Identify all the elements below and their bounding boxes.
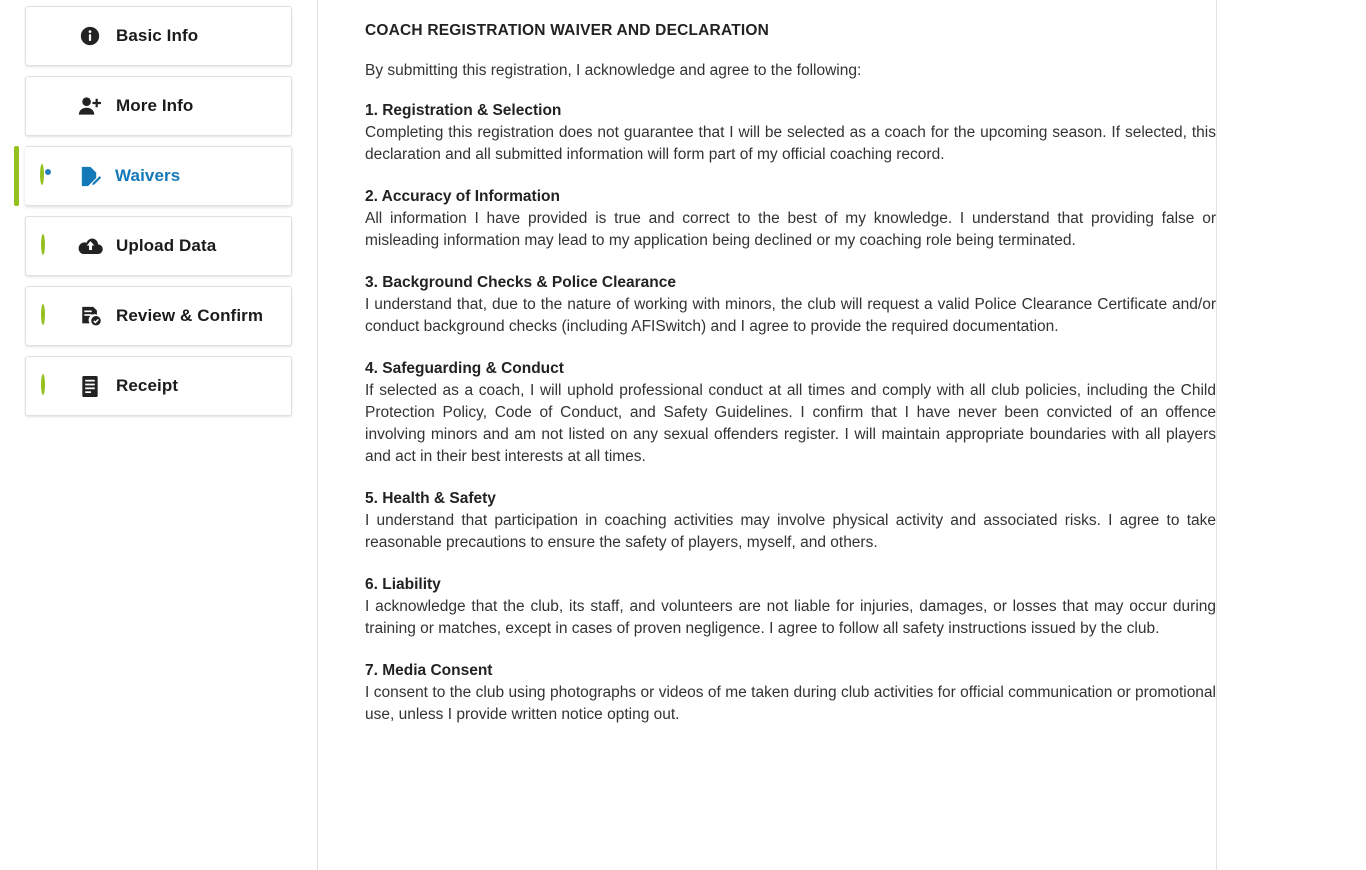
clause-body: Completing this registration does not guarantee that I will be selected as a coach for the upcoming season. If selected, this declaration and all submitted information will form part of my official coaching record.: [365, 124, 1216, 163]
clause-liability: [365, 576, 1216, 640]
clause-title: 6. Liability: [365, 576, 441, 593]
step-status-current-icon: [39, 166, 59, 186]
waiver-document-panel: [318, 0, 1366, 870]
document-check-icon: [76, 303, 104, 329]
wizard-steps-sidebar: [0, 0, 318, 870]
step-status-done-icon: [40, 26, 60, 46]
clause-title: 3. Background Checks & Police Clearance: [365, 274, 676, 291]
sidebar-item-basic-info[interactable]: [25, 6, 292, 66]
sidebar-item-review-confirm[interactable]: [25, 286, 292, 346]
clause-media-consent: [365, 662, 1216, 726]
clause-accuracy-of-information: [365, 188, 1216, 252]
clause-body: I consent to the club using photographs or videos of me taken during club activities for official communication or promotional use, unless I provide written notice opting out.: [365, 684, 1216, 723]
step-status-open-icon: [40, 236, 60, 256]
clause-title: 1. Registration & Selection: [365, 102, 562, 119]
clause-body: If selected as a coach, I will uphold professional conduct at all times and comply with all club policies, including the Child Protection Policy, Code of Conduct, and Safety Guidelines. I confirm that I have never been convicted of an offence involving minors and am not listed on any sexual offenders register. I will maintain appropriate boundaries with all players and act in their best interests at all times.: [365, 382, 1216, 465]
clause-title: 5. Health & Safety: [365, 490, 496, 507]
clause-title: 7. Media Consent: [365, 662, 493, 679]
document-lead-text: By submitting this registration, I acknowledge and agree to the following:: [365, 62, 862, 79]
clause-title: 2. Accuracy of Information: [365, 188, 560, 205]
step-status-open-icon: [40, 376, 60, 396]
page-title: COACH REGISTRATION WAIVER AND DECLARATION: [365, 22, 770, 39]
step-status-done-icon: [40, 96, 60, 116]
clause-body: I understand that participation in coaching activities may involve physical activity and associated risks. I agree to take reasonable precautions to ensure the safety of players, myself, and others.: [365, 512, 1216, 551]
sidebar-item-label: More Info: [116, 96, 194, 115]
sidebar-item-label: Upload Data: [116, 236, 217, 255]
clause-body: I understand that, due to the nature of working with minors, the club will request a valid Police Clearance Certificate and/or conduct background checks (including AFISwitch) and I agree to provide the required documentation.: [365, 296, 1216, 335]
sidebar-item-receipt[interactable]: [25, 356, 292, 416]
document-edit-icon: [75, 163, 103, 189]
sidebar-item-label: Waivers: [115, 166, 181, 185]
clause-health-safety: [365, 490, 1216, 554]
sidebar-item-waivers[interactable]: [25, 146, 292, 206]
sidebar-item-label: Review & Confirm: [116, 306, 264, 325]
clause-registration-selection: [365, 102, 1216, 166]
clause-background-checks: [365, 274, 1216, 338]
sidebar-item-upload-data[interactable]: [25, 216, 292, 276]
clause-safeguarding-conduct: [365, 360, 1216, 468]
step-status-open-icon: [40, 306, 60, 326]
sidebar-item-label: Receipt: [116, 376, 179, 395]
receipt-icon: [76, 373, 104, 399]
clause-title: 4. Safeguarding & Conduct: [365, 360, 564, 377]
cloud-upload-icon: [76, 233, 104, 259]
info-circle-icon: [76, 23, 104, 49]
sidebar-item-label: Basic Info: [116, 26, 199, 45]
clause-body: All information I have provided is true and correct to the best of my knowledge. I understand that providing false or misleading information may lead to my application being declined or my coaching role being terminated.: [365, 210, 1216, 249]
user-add-icon: [76, 93, 104, 119]
sidebar-item-more-info[interactable]: [25, 76, 292, 136]
content-right-divider: [1216, 0, 1217, 870]
clause-body: I acknowledge that the club, its staff, and volunteers are not liable for injuries, damages, or losses that may occur during training or matches, except in cases of proven negligence. I agree to follow all safety instructions issued by the club.: [365, 598, 1216, 637]
